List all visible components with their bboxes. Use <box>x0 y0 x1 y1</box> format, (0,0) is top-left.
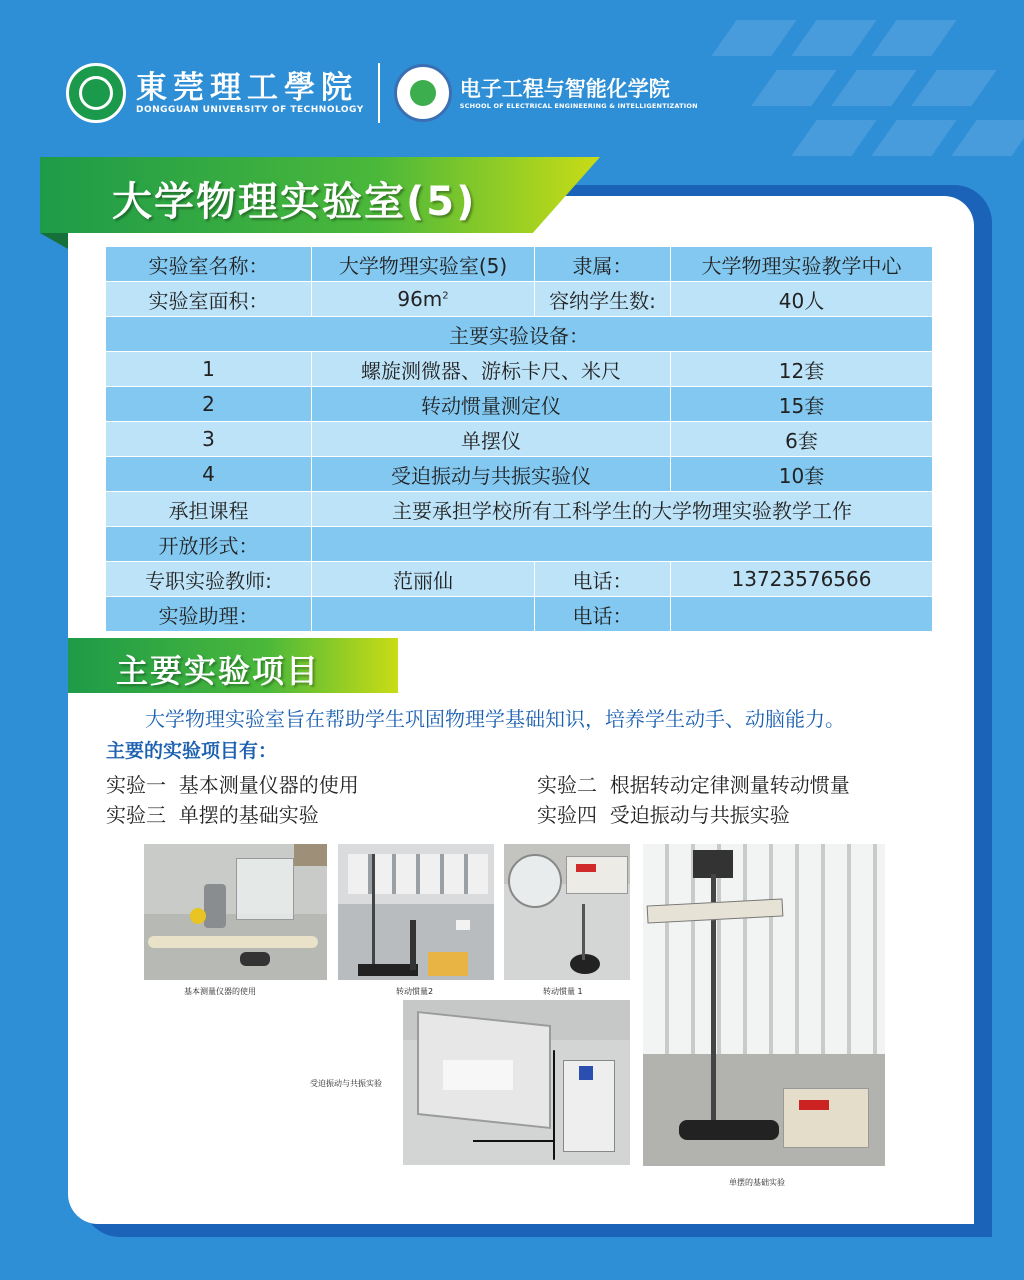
experiment-name: 单摆的基础实验 <box>178 803 319 827</box>
assistant-label: 实验助理： <box>106 597 312 632</box>
experiment-label: 实验三 <box>106 803 166 827</box>
college-name-en: SCHOOL OF ELECTRICAL ENGINEERING & INTELLIGENTIZATION <box>459 102 698 110</box>
table-row <box>106 317 933 352</box>
equipment-name: 受迫振动与共振实验仪 <box>312 457 671 492</box>
experiment-item <box>106 799 319 828</box>
university-seal-icon <box>66 63 126 123</box>
photo-measuring-instruments <box>144 844 327 980</box>
capacity-label: 容纳学生数: <box>535 282 671 317</box>
open-form-value <box>312 527 933 562</box>
phone-label: 电话： <box>535 562 671 597</box>
page-title: 大学物理实验室(5) <box>112 179 477 225</box>
lab-name-label: 实验室名称： <box>106 247 312 282</box>
section-title: 主要实验项目 <box>116 652 321 690</box>
equipment-no: 2 <box>106 387 312 422</box>
equipment-qty: 15套 <box>671 387 933 422</box>
equipment-name: 转动惯量测定仪 <box>312 387 671 422</box>
phone-value: 13723576566 <box>671 562 933 597</box>
table-row <box>106 247 933 282</box>
area-value-cell <box>312 282 535 317</box>
experiment-label: 实验二 <box>537 773 597 797</box>
experiment-name: 基本测量仪器的使用 <box>178 773 359 797</box>
open-form-label: 开放形式： <box>106 527 312 562</box>
photo-rotational-inertia-2 <box>338 844 494 980</box>
table-row <box>106 492 933 527</box>
table-row <box>106 457 933 492</box>
table-row <box>106 422 933 457</box>
equipment-qty: 6套 <box>671 422 933 457</box>
experiment-name: 根据转动定律测量转动惯量 <box>609 773 850 797</box>
logo-bar <box>66 62 698 124</box>
experiment-label: 实验一 <box>106 773 166 797</box>
equipment-no: 1 <box>106 352 312 387</box>
photo-caption: 单摆的基础实验 <box>729 1178 785 1187</box>
equipment-qty: 10套 <box>671 457 933 492</box>
experiment-item <box>537 799 790 828</box>
university-name-en: DONGGUAN UNIVERSITY OF TECHNOLOGY <box>136 105 364 115</box>
photo-forced-vibration <box>403 1000 630 1165</box>
photo-rotational-inertia-1 <box>504 844 630 980</box>
photo-simple-pendulum <box>643 844 885 1166</box>
assistant-value <box>312 597 535 632</box>
phone2-value <box>671 597 933 632</box>
photo-caption: 受迫振动与共振实验 <box>310 1079 382 1088</box>
capacity-value: 40人 <box>671 282 933 317</box>
table-row <box>106 527 933 562</box>
experiment-name: 受迫振动与共振实验 <box>609 803 790 827</box>
affiliation-value: 大学物理实验教学中心 <box>671 247 933 282</box>
lab-name-value: 大学物理实验室(5) <box>312 247 535 282</box>
experiment-item <box>106 769 359 798</box>
teacher-label: 专职实验教师: <box>106 562 312 597</box>
equipment-qty: 12套 <box>671 352 933 387</box>
logo-divider <box>378 63 380 123</box>
experiment-item <box>537 769 850 798</box>
photo-caption: 转动惯量2 <box>396 987 434 996</box>
college-seal-icon <box>394 64 452 122</box>
affiliation-label: 隶属： <box>535 247 671 282</box>
table-row <box>106 387 933 422</box>
area-value: 96m <box>397 287 443 311</box>
projects-subhead: 主要的实验项目有： <box>106 740 278 762</box>
area-label: 实验室面积： <box>106 282 312 317</box>
equipment-no: 3 <box>106 422 312 457</box>
table-row <box>106 282 933 317</box>
course-value: 主要承担学校所有工科学生的大学物理实验教学工作 <box>312 492 933 527</box>
lab-info-table <box>106 247 933 632</box>
intro-text: 大学物理实验室旨在帮助学生巩固物理学基础知识，培养学生动手、动脑能力。 <box>145 707 845 731</box>
photo-caption: 基本测量仪器的使用 <box>184 987 256 996</box>
table-row <box>106 597 933 632</box>
equipment-name: 螺旋测微器、游标卡尺、米尺 <box>312 352 671 387</box>
table-row <box>106 352 933 387</box>
phone2-label: 电话： <box>535 597 671 632</box>
photo-caption: 转动惯量 1 <box>543 987 583 996</box>
title-banner-fold <box>40 233 68 249</box>
equipment-header: 主要实验设备： <box>106 317 933 352</box>
university-name-cn: 東莞理工學院 <box>136 70 358 106</box>
experiment-label: 实验四 <box>537 803 597 827</box>
area-unit-superscript: 2 <box>442 290 449 302</box>
course-label: 承担课程 <box>106 492 312 527</box>
teacher-value: 范丽仙 <box>312 562 535 597</box>
table-row <box>106 562 933 597</box>
equipment-name: 单摆仪 <box>312 422 671 457</box>
college-name-cn: 电子工程与智能化学院 <box>459 77 670 101</box>
equipment-no: 4 <box>106 457 312 492</box>
